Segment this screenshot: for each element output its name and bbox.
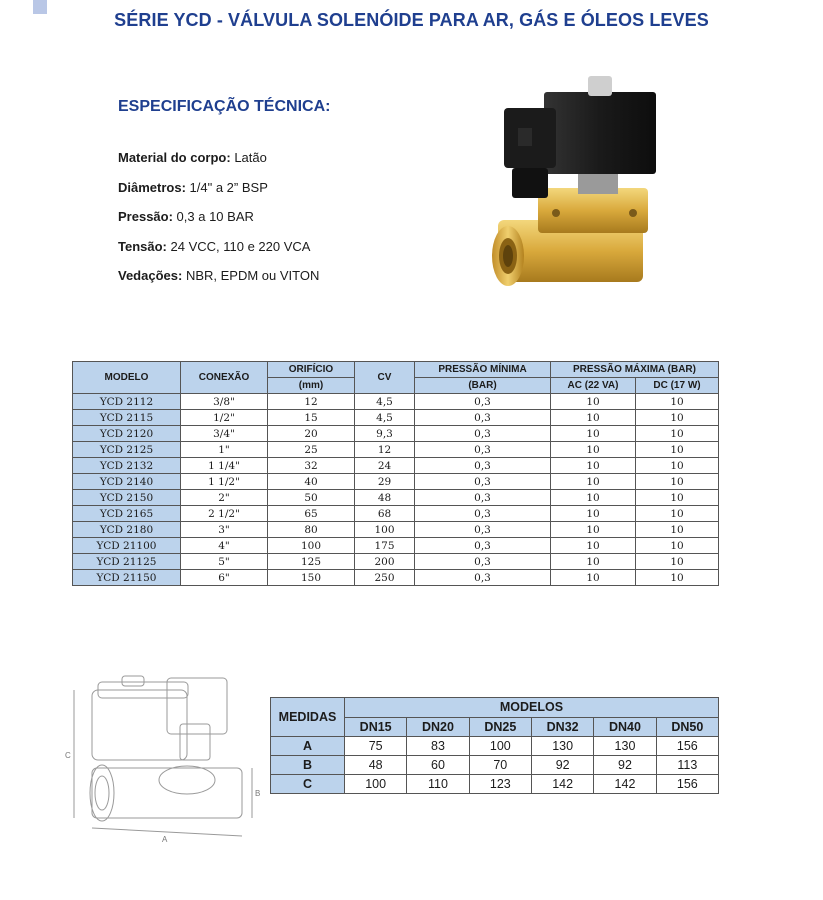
cell-dc: 10 bbox=[636, 522, 719, 538]
spec-value: 24 VCC, 110 e 220 VCA bbox=[170, 238, 311, 254]
table-row bbox=[73, 506, 719, 522]
cell-cv: 48 bbox=[355, 490, 415, 506]
col-model: DN50 bbox=[656, 717, 718, 737]
cell-orificio: 150 bbox=[268, 570, 355, 586]
col-ac: AC (22 VA) bbox=[551, 378, 636, 394]
cell-dc: 10 bbox=[636, 506, 719, 522]
spec-item-vedacoes bbox=[118, 261, 319, 291]
cell-pressao-min: 0,3 bbox=[415, 458, 551, 474]
cell-pressao-min: 0,3 bbox=[415, 490, 551, 506]
cell-conexao: 1/2" bbox=[181, 410, 268, 426]
cell-cv: 4,5 bbox=[355, 394, 415, 410]
cell-dimension: 60 bbox=[407, 756, 469, 775]
cell-ac: 10 bbox=[551, 442, 636, 458]
table-row bbox=[73, 394, 719, 410]
col-model: DN40 bbox=[594, 717, 656, 737]
row-label: B bbox=[271, 756, 345, 775]
cell-modelo: YCD 21150 bbox=[73, 570, 181, 586]
col-orificio-unit: (mm) bbox=[268, 378, 355, 394]
table-row bbox=[271, 756, 719, 775]
cell-conexao: 3/4" bbox=[181, 426, 268, 442]
cell-conexao: 1 1/2" bbox=[181, 474, 268, 490]
col-orificio: ORIFÍCIO bbox=[268, 362, 355, 378]
cell-orificio: 80 bbox=[268, 522, 355, 538]
dimension-label-b: B bbox=[255, 789, 261, 798]
spec-value: 0,3 a 10 BAR bbox=[176, 209, 254, 224]
cell-modelo: YCD 2115 bbox=[73, 410, 181, 426]
cell-ac: 10 bbox=[551, 458, 636, 474]
cell-dc: 10 bbox=[636, 570, 719, 586]
table-row bbox=[271, 775, 719, 794]
dimension-label-c: C bbox=[65, 751, 71, 760]
cell-orificio: 40 bbox=[268, 474, 355, 490]
cell-modelo: YCD 2180 bbox=[73, 522, 181, 538]
col-medidas: MEDIDAS bbox=[271, 698, 345, 737]
dimensions-body bbox=[271, 737, 719, 794]
cell-cv: 24 bbox=[355, 458, 415, 474]
cell-dimension: 48 bbox=[345, 756, 407, 775]
spec-label: Material do corpo: bbox=[118, 150, 231, 165]
spec-heading: ESPECIFICAÇÃO TÉCNICA: bbox=[118, 98, 331, 115]
cell-ac: 10 bbox=[551, 410, 636, 426]
cell-modelo: YCD 2125 bbox=[73, 442, 181, 458]
cell-orificio: 12 bbox=[268, 394, 355, 410]
table-row bbox=[73, 570, 719, 586]
valve-dimension-drawing bbox=[62, 668, 262, 848]
cell-conexao: 1 1/4" bbox=[181, 458, 268, 474]
cell-conexao: 3/8" bbox=[181, 394, 268, 410]
spec-item-tensao bbox=[118, 232, 319, 262]
cell-dimension: 92 bbox=[531, 756, 593, 775]
cell-modelo: YCD 2140 bbox=[73, 474, 181, 490]
specifications-table bbox=[72, 361, 719, 586]
spec-item-pressao bbox=[118, 202, 319, 232]
spec-value: NBR, EPDM ou VITON bbox=[185, 268, 320, 283]
cell-cv: 100 bbox=[355, 522, 415, 538]
table-row bbox=[73, 490, 719, 506]
cell-orificio: 100 bbox=[268, 538, 355, 554]
table-row bbox=[73, 458, 719, 474]
col-cv: CV bbox=[355, 362, 415, 394]
cell-dimension: 100 bbox=[469, 737, 531, 756]
specifications-body bbox=[73, 394, 719, 586]
table-row bbox=[73, 522, 719, 538]
cell-cv: 9,3 bbox=[355, 426, 415, 442]
cell-pressao-min: 0,3 bbox=[415, 554, 551, 570]
cell-modelo: YCD 21100 bbox=[73, 538, 181, 554]
col-pressao-min-unit: (BAR) bbox=[415, 378, 551, 394]
cell-conexao: 1" bbox=[181, 442, 268, 458]
cell-pressao-min: 0,3 bbox=[415, 410, 551, 426]
cell-modelo: YCD 2132 bbox=[73, 458, 181, 474]
table-row bbox=[73, 554, 719, 570]
cell-pressao-min: 0,3 bbox=[415, 474, 551, 490]
cell-modelo: YCD 21125 bbox=[73, 554, 181, 570]
cell-orificio: 20 bbox=[268, 426, 355, 442]
row-label: C bbox=[271, 775, 345, 794]
cell-ac: 10 bbox=[551, 570, 636, 586]
cell-dimension: 142 bbox=[531, 775, 593, 794]
cell-orificio: 50 bbox=[268, 490, 355, 506]
cell-cv: 4,5 bbox=[355, 410, 415, 426]
col-conexao: CONEXÃO bbox=[181, 362, 268, 394]
page-title: SÉRIE YCD - VÁLVULA SOLENÓIDE PARA AR, GÁS E ÓLEOS LEVES bbox=[114, 10, 709, 30]
cell-ac: 10 bbox=[551, 426, 636, 442]
cell-dimension: 113 bbox=[656, 756, 718, 775]
col-model: DN15 bbox=[345, 717, 407, 737]
cell-dimension: 156 bbox=[656, 737, 718, 756]
cell-orificio: 125 bbox=[268, 554, 355, 570]
cell-modelo: YCD 2150 bbox=[73, 490, 181, 506]
dimension-label-a: A bbox=[162, 835, 168, 844]
cell-dimension: 75 bbox=[345, 737, 407, 756]
cell-cv: 200 bbox=[355, 554, 415, 570]
col-pressao-min: PRESSÃO MÍNIMA bbox=[415, 362, 551, 378]
cell-ac: 10 bbox=[551, 554, 636, 570]
cell-dc: 10 bbox=[636, 442, 719, 458]
cell-dimension: 142 bbox=[594, 775, 656, 794]
cell-dimension: 130 bbox=[594, 737, 656, 756]
cell-conexao: 4" bbox=[181, 538, 268, 554]
cell-pressao-min: 0,3 bbox=[415, 394, 551, 410]
cell-conexao: 2 1/2" bbox=[181, 506, 268, 522]
cell-modelo: YCD 2112 bbox=[73, 394, 181, 410]
cell-pressao-min: 0,3 bbox=[415, 442, 551, 458]
col-model: DN25 bbox=[469, 717, 531, 737]
cell-modelo: YCD 2120 bbox=[73, 426, 181, 442]
spec-list bbox=[118, 143, 319, 291]
cell-dc: 10 bbox=[636, 394, 719, 410]
table-row bbox=[73, 410, 719, 426]
cell-ac: 10 bbox=[551, 474, 636, 490]
spec-label: Diâmetros: bbox=[118, 179, 186, 195]
cell-pressao-min: 0,3 bbox=[415, 426, 551, 442]
cell-orificio: 15 bbox=[268, 410, 355, 426]
cell-conexao: 5" bbox=[181, 554, 268, 570]
cell-modelo: YCD 2165 bbox=[73, 506, 181, 522]
cell-orificio: 32 bbox=[268, 458, 355, 474]
cell-pressao-min: 0,3 bbox=[415, 506, 551, 522]
cell-conexao: 3" bbox=[181, 522, 268, 538]
cell-dc: 10 bbox=[636, 458, 719, 474]
spec-label: Tensão: bbox=[118, 238, 167, 254]
spec-label: Pressão: bbox=[118, 209, 173, 224]
cell-cv: 68 bbox=[355, 506, 415, 522]
dimensions-table bbox=[270, 697, 719, 794]
cell-dc: 10 bbox=[636, 490, 719, 506]
cell-cv: 250 bbox=[355, 570, 415, 586]
cell-conexao: 2" bbox=[181, 490, 268, 506]
cell-ac: 10 bbox=[551, 522, 636, 538]
cell-orificio: 25 bbox=[268, 442, 355, 458]
cell-ac: 10 bbox=[551, 538, 636, 554]
cell-cv: 29 bbox=[355, 474, 415, 490]
cell-pressao-min: 0,3 bbox=[415, 522, 551, 538]
col-modelos: MODELOS bbox=[345, 698, 719, 718]
spec-item-material bbox=[118, 143, 319, 173]
cell-dimension: 156 bbox=[656, 775, 718, 794]
cell-dimension: 130 bbox=[531, 737, 593, 756]
cell-dimension: 110 bbox=[407, 775, 469, 794]
col-model: DN32 bbox=[531, 717, 593, 737]
cell-dc: 10 bbox=[636, 554, 719, 570]
table-row bbox=[73, 426, 719, 442]
cell-pressao-min: 0,3 bbox=[415, 570, 551, 586]
cell-pressao-min: 0,3 bbox=[415, 538, 551, 554]
cell-dimension: 123 bbox=[469, 775, 531, 794]
cell-ac: 10 bbox=[551, 394, 636, 410]
spec-value: Latão bbox=[234, 150, 267, 165]
cell-dimension: 83 bbox=[407, 737, 469, 756]
col-modelo: MODELO bbox=[73, 362, 181, 394]
cell-dc: 10 bbox=[636, 426, 719, 442]
table-row bbox=[271, 737, 719, 756]
col-model: DN20 bbox=[407, 717, 469, 737]
cell-conexao: 6" bbox=[181, 570, 268, 586]
spec-item-diametros bbox=[118, 173, 319, 203]
cell-dc: 10 bbox=[636, 474, 719, 490]
col-pressao-max: PRESSÃO MÁXIMA (BAR) bbox=[551, 362, 719, 378]
spec-label: Vedações: bbox=[118, 268, 183, 283]
table-row bbox=[73, 474, 719, 490]
cell-dimension: 70 bbox=[469, 756, 531, 775]
cell-cv: 175 bbox=[355, 538, 415, 554]
cell-ac: 10 bbox=[551, 490, 636, 506]
cell-dc: 10 bbox=[636, 410, 719, 426]
spec-value: 1/4" a 2” BSP bbox=[189, 179, 268, 195]
valve-photo bbox=[478, 70, 668, 305]
cell-dimension: 100 bbox=[345, 775, 407, 794]
table-row bbox=[73, 538, 719, 554]
table-row bbox=[73, 442, 719, 458]
cell-orificio: 65 bbox=[268, 506, 355, 522]
cell-cv: 12 bbox=[355, 442, 415, 458]
row-label: A bbox=[271, 737, 345, 756]
cell-dc: 10 bbox=[636, 538, 719, 554]
cell-dimension: 92 bbox=[594, 756, 656, 775]
col-dc: DC (17 W) bbox=[636, 378, 719, 394]
cell-ac: 10 bbox=[551, 506, 636, 522]
